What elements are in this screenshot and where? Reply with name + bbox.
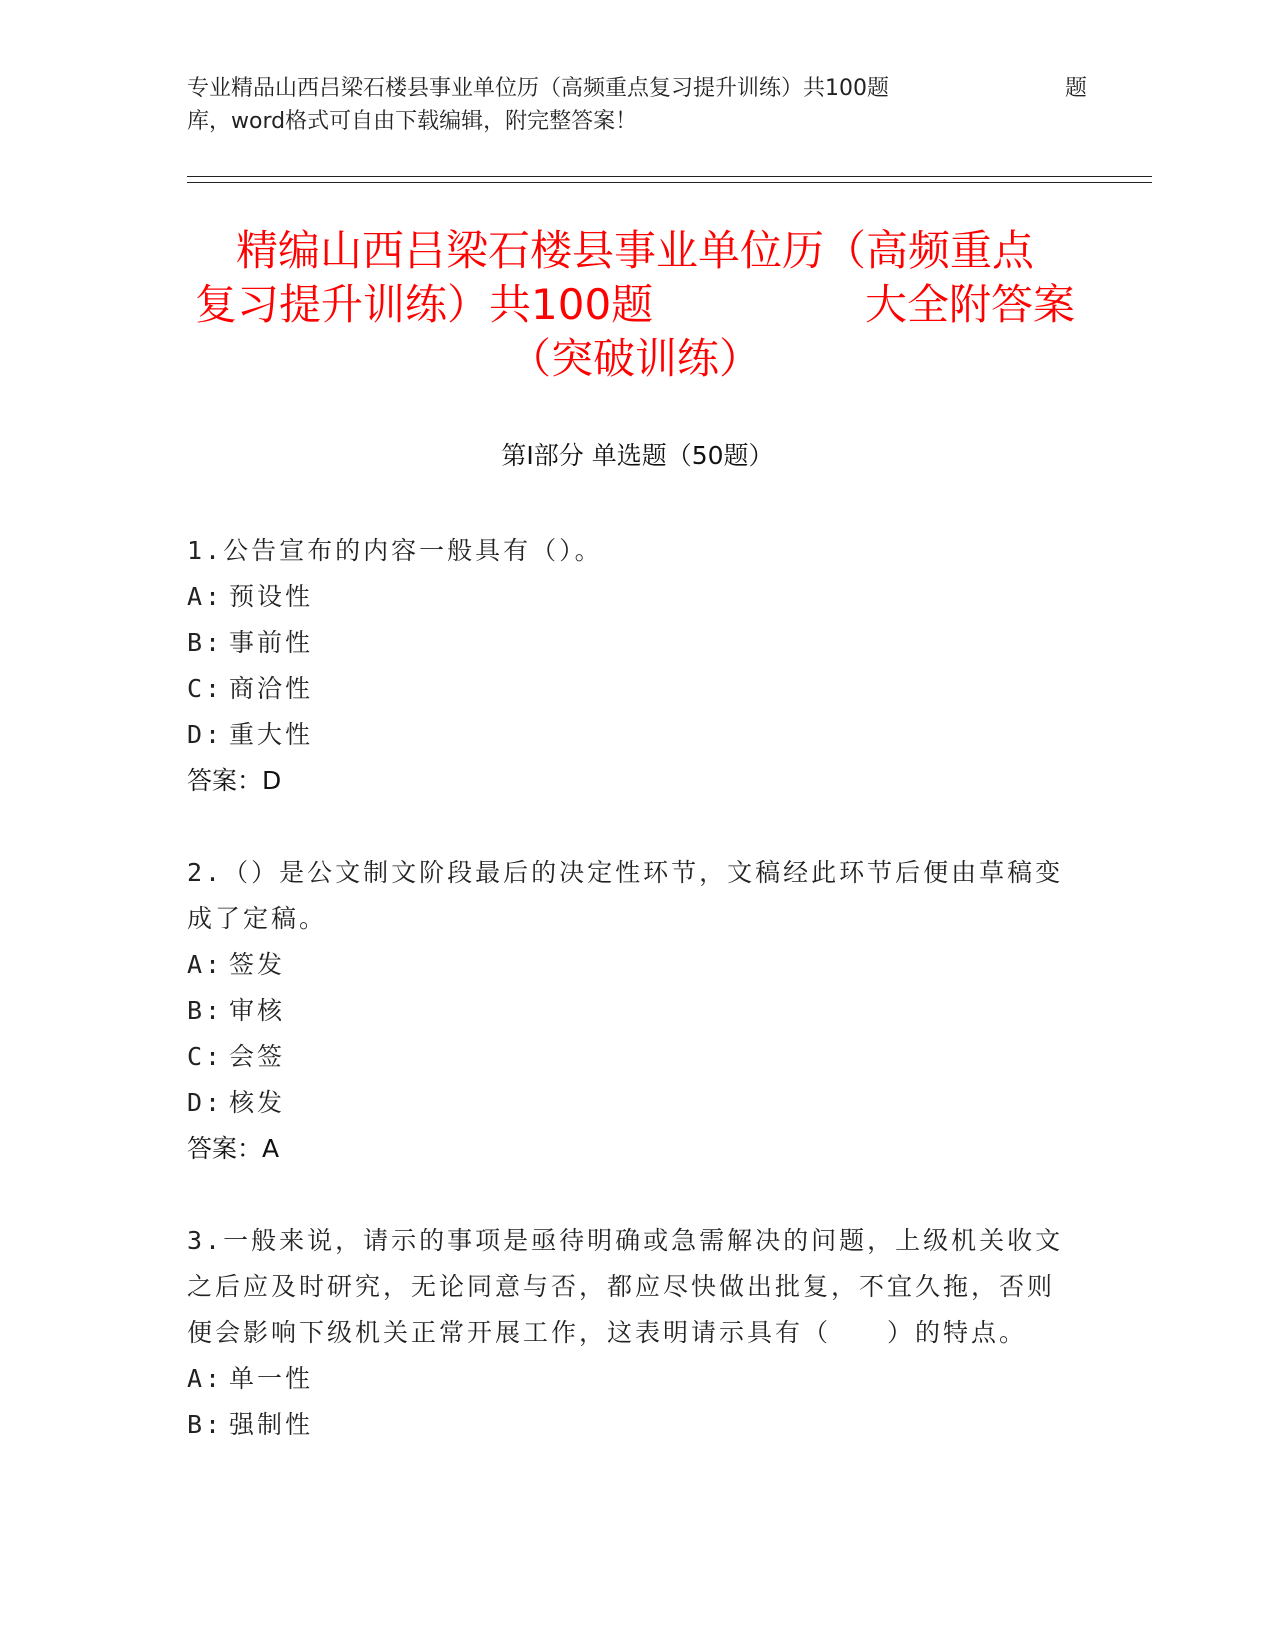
question-2 [187,850,1067,1172]
header-divider-top [187,176,1152,177]
option-a [187,1356,1067,1402]
option-b [187,1402,1067,1448]
option-key: A: [187,582,224,611]
header-line-1-tail: 题 [1064,76,1087,101]
question-stem: 2.（）是公文制文阶段最后的决定性环节，文稿经此环节后便由草稿变成了定稿。 [187,858,1064,933]
option-b [187,620,1067,666]
option-text: 预设性 [229,582,314,611]
option-key: D: [187,1088,224,1117]
title-row-2 [195,278,1075,332]
option-text: 单一性 [229,1364,314,1393]
option-text: 事前性 [229,628,314,657]
option-d [187,1080,1067,1126]
option-a [187,942,1067,988]
answer-line: 答案：A [187,1134,280,1163]
option-key: C: [187,674,224,703]
option-c [187,666,1067,712]
option-key: A: [187,950,224,979]
option-key: A: [187,1364,224,1393]
header-divider-bottom [187,182,1152,183]
option-c [187,1034,1067,1080]
answer-line: 答案：D [187,766,282,795]
header-line-1 [187,72,1087,105]
question-stem: 1.公告宣布的内容一般具有（）。 [187,536,603,565]
header-line-2: 库，word格式可自由下载编辑，附完整答案！ [187,109,638,134]
option-key: B: [187,996,224,1025]
question-1 [187,528,1067,804]
option-key: D: [187,720,224,749]
document-header [187,72,1087,138]
title-row-1: 精编山西吕梁石楼县事业单位历（高频重点 [235,226,1034,275]
header-line-1-text: 专业精品山西吕梁石楼县事业单位历（高频重点复习提升训练）共100题 [187,76,889,101]
question-stem: 3.一般来说，请示的事项是亟待明确或急需解决的问题，上级机关收文之后应及时研究，无论同意与否，都应尽快做出批复，不宜久拖，否则便会影响下级机关正常开展工作，这表明请示具有（ ）的特点。 [187,1226,1064,1347]
option-text: 签发 [229,950,286,979]
option-b [187,988,1067,1034]
title-row-2-left: 复习提升训练）共100题 [195,280,654,329]
option-a [187,574,1067,620]
section-heading: 第Ⅰ部分 单选题（50题） [501,441,774,470]
option-text: 重大性 [229,720,314,749]
option-d [187,712,1067,758]
option-text: 核发 [229,1088,286,1117]
option-key: C: [187,1042,224,1071]
option-key: B: [187,628,224,657]
option-text: 会签 [229,1042,286,1071]
title-row-2-right: 大全附答案 [864,280,1075,329]
question-list [187,528,1067,1494]
question-3 [187,1218,1067,1448]
title-row-3: （突破训练） [508,334,761,383]
option-text: 审核 [229,996,286,1025]
document-title [195,224,1075,386]
option-text: 商洽性 [229,674,314,703]
option-text: 强制性 [229,1410,314,1439]
option-key: B: [187,1410,224,1439]
